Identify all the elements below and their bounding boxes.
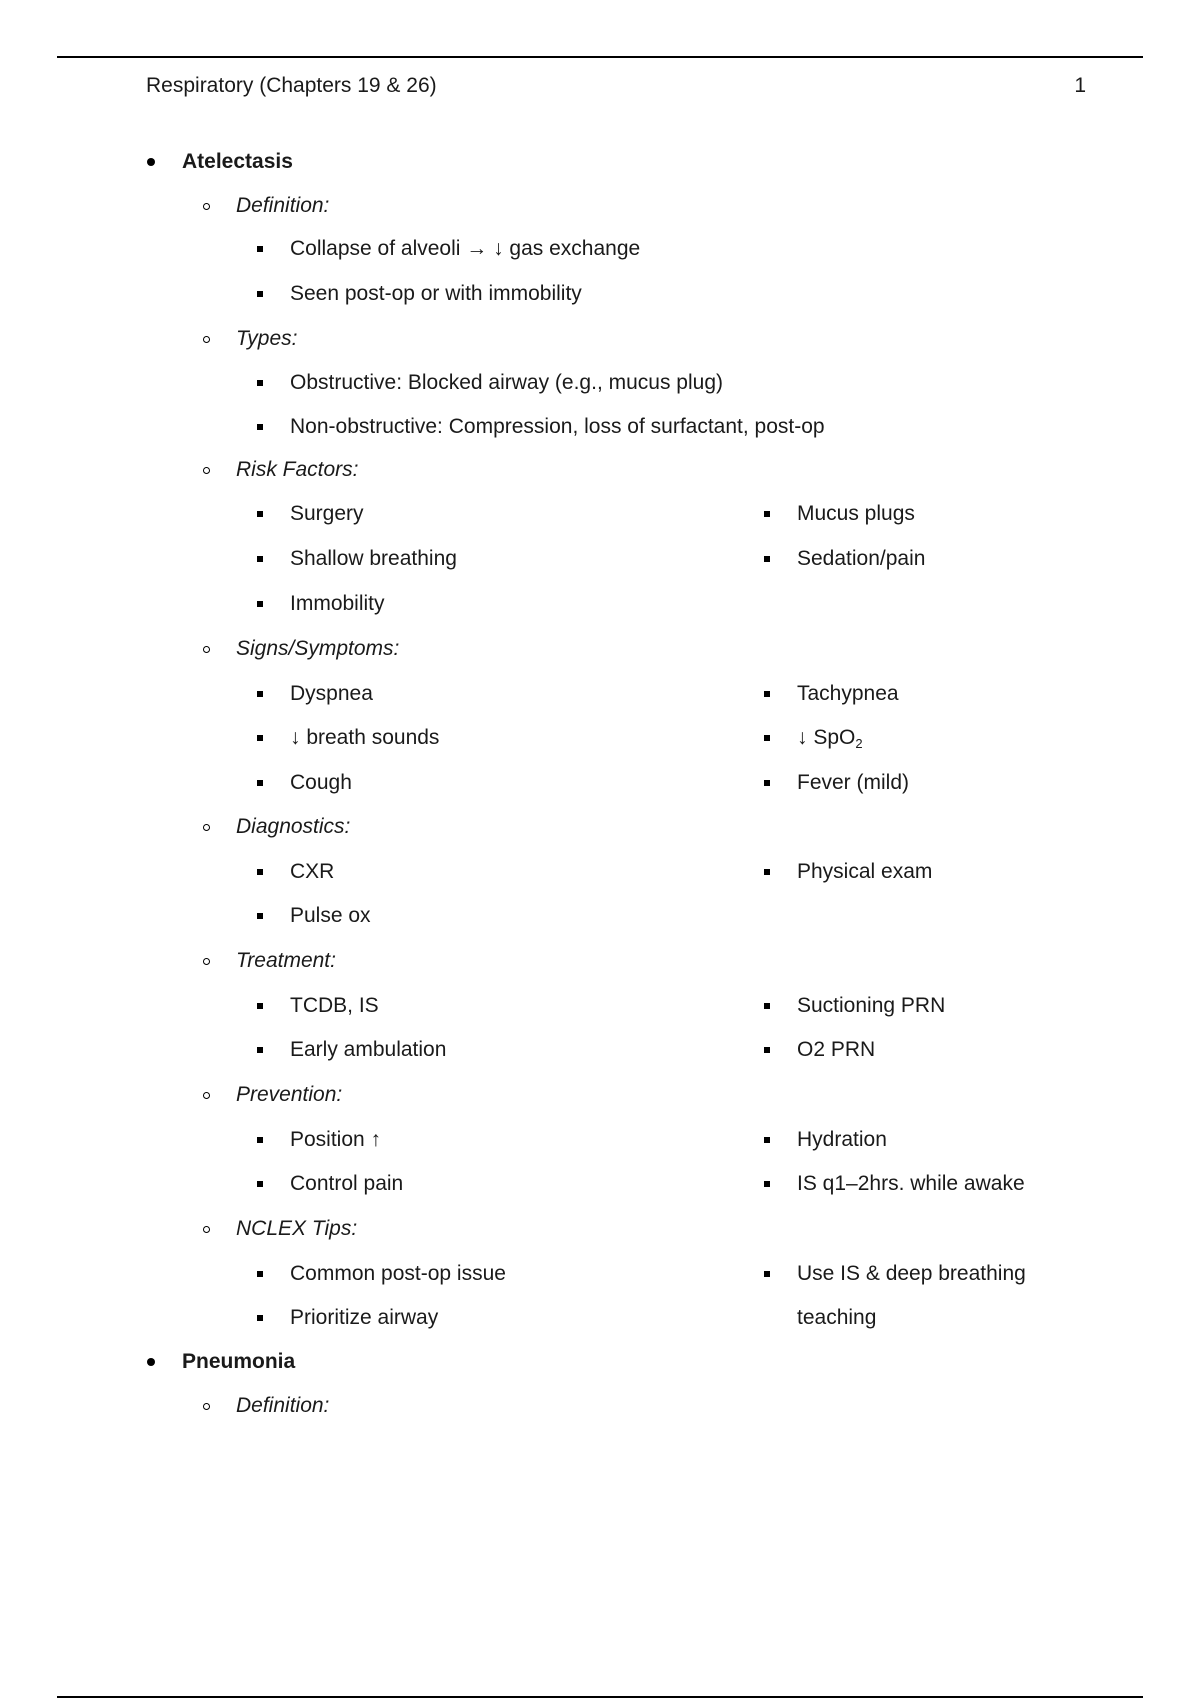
square-bullet-icon xyxy=(257,1315,263,1321)
outline-bullet xyxy=(290,902,371,930)
outline-text: Prevention: xyxy=(236,1083,343,1106)
outline-text: Treatment: xyxy=(236,949,336,972)
square-bullet-icon xyxy=(764,1181,770,1187)
square-bullet-icon xyxy=(764,780,770,786)
outline-text: Mucus plugs xyxy=(797,502,915,525)
outline-subheading xyxy=(236,325,297,353)
outline-bullet xyxy=(290,769,352,797)
footer-rule xyxy=(57,1696,1143,1698)
outline-subheading xyxy=(236,813,350,841)
outline-text: Hydration xyxy=(797,1128,887,1151)
circle-bullet-icon xyxy=(203,1403,210,1410)
square-bullet-icon xyxy=(257,556,263,562)
outline-bullet xyxy=(797,500,915,528)
square-bullet-icon xyxy=(257,1137,263,1143)
outline-text: O2 PRN xyxy=(797,1038,876,1061)
outline-bullet xyxy=(290,280,582,308)
outline-text: Sedation/pain xyxy=(797,547,926,570)
header-title: Respiratory (Chapters 19 & 26) xyxy=(146,74,437,97)
outline-bullet xyxy=(797,680,899,708)
outline-bullet xyxy=(290,590,385,618)
square-bullet-icon xyxy=(257,1003,263,1009)
outline-subheading xyxy=(236,456,359,484)
outline-bullet xyxy=(290,369,723,397)
outline-subheading xyxy=(236,635,399,663)
outline-subheading xyxy=(236,1081,342,1109)
square-bullet-icon xyxy=(257,735,263,741)
outline-text: Obstructive: Blocked airway (e.g., mucus plug) xyxy=(290,371,724,394)
outline-text: Seen post-op or with immobility xyxy=(290,282,582,305)
outline-text: Fever (mild) xyxy=(797,771,910,794)
outline-text: CXR xyxy=(290,860,335,883)
outline-text: TCDB, IS xyxy=(290,994,379,1017)
outline-bullet-continuation xyxy=(797,1304,876,1332)
outline-text: Signs/Symptoms: xyxy=(236,637,400,660)
outline-bullet xyxy=(290,1260,506,1288)
square-bullet-icon xyxy=(257,869,263,875)
outline-text: Use IS & deep breathing xyxy=(797,1262,1026,1285)
outline-text: Immobility xyxy=(290,592,385,615)
outline-heading xyxy=(182,148,293,176)
outline-text: ↓ breath sounds xyxy=(290,726,440,749)
outline-text: Prioritize airway xyxy=(290,1306,439,1329)
outline-text: IS q1–2hrs. while awake xyxy=(797,1172,1025,1195)
square-bullet-icon xyxy=(764,1137,770,1143)
circle-bullet-icon xyxy=(203,1226,210,1233)
square-bullet-icon xyxy=(257,780,263,786)
outline-bullet xyxy=(797,545,925,573)
outline-text: Types: xyxy=(236,327,298,350)
square-bullet-icon xyxy=(257,380,263,386)
outline-bullet xyxy=(290,992,379,1020)
outline-subheading xyxy=(236,192,329,220)
outline-bullet xyxy=(290,1036,446,1064)
outline-text: Definition: xyxy=(236,1394,330,1417)
outline-bullet xyxy=(797,1126,887,1154)
outline-text: Early ambulation xyxy=(290,1038,447,1061)
outline-text: Shallow breathing xyxy=(290,547,457,570)
outline-text: Suctioning PRN xyxy=(797,994,946,1017)
outline-bullet xyxy=(290,1126,381,1154)
outline-text: Pneumonia xyxy=(182,1350,296,1373)
disc-bullet-icon xyxy=(147,158,155,166)
outline-text: Non-obstructive: Compression, loss of surfactant, post-op xyxy=(290,415,825,438)
square-bullet-icon xyxy=(257,511,263,517)
outline-bullet xyxy=(290,680,373,708)
square-bullet-icon xyxy=(764,869,770,875)
outline-bullet xyxy=(290,1304,438,1332)
outline-bullet xyxy=(290,545,457,573)
outline-text: Position ↑ xyxy=(290,1128,382,1151)
outline-subheading xyxy=(236,1215,357,1243)
square-bullet-icon xyxy=(257,1181,263,1187)
square-bullet-icon xyxy=(257,291,263,297)
disc-bullet-icon xyxy=(147,1358,155,1366)
circle-bullet-icon xyxy=(203,336,210,343)
square-bullet-icon xyxy=(257,246,263,252)
square-bullet-icon xyxy=(764,1047,770,1053)
outline-bullet xyxy=(290,235,640,263)
outline-text: Physical exam xyxy=(797,860,933,883)
outline-bullet xyxy=(797,992,945,1020)
square-bullet-icon xyxy=(257,1047,263,1053)
outline-text: Common post-op issue xyxy=(290,1262,506,1285)
outline-subheading xyxy=(236,947,336,975)
square-bullet-icon xyxy=(257,601,263,607)
square-bullet-icon xyxy=(764,556,770,562)
outline-text: Pulse ox xyxy=(290,904,371,927)
outline-text: Atelectasis xyxy=(182,150,293,173)
subscript: 2 xyxy=(855,736,863,751)
outline-bullet xyxy=(290,1170,403,1198)
outline-bullet xyxy=(290,858,334,886)
outline-bullet xyxy=(290,500,364,528)
outline-text: Control pain xyxy=(290,1172,404,1195)
square-bullet-icon xyxy=(764,691,770,697)
outline-text: Diagnostics: xyxy=(236,815,351,838)
outline-bullet xyxy=(290,724,439,752)
square-bullet-icon xyxy=(257,691,263,697)
square-bullet-icon xyxy=(764,735,770,741)
page-header xyxy=(146,74,1086,98)
square-bullet-icon xyxy=(764,1003,770,1009)
circle-bullet-icon xyxy=(203,1092,210,1099)
outline-subheading xyxy=(236,1392,329,1420)
square-bullet-icon xyxy=(764,511,770,517)
circle-bullet-icon xyxy=(203,646,210,653)
circle-bullet-icon xyxy=(203,467,210,474)
outline-bullet xyxy=(290,413,825,441)
outline-bullet xyxy=(797,1036,875,1064)
header-rule xyxy=(57,56,1143,58)
outline-text: Collapse of alveoli → ↓ gas exchange xyxy=(290,237,641,260)
square-bullet-icon xyxy=(257,424,263,430)
page-number: 1 xyxy=(1074,74,1086,97)
outline-text: Tachypnea xyxy=(797,682,899,705)
outline-text: ↓ SpO xyxy=(797,726,856,749)
outline-text: Cough xyxy=(290,771,352,794)
outline-text: teaching xyxy=(797,1306,877,1329)
circle-bullet-icon xyxy=(203,824,210,831)
outline-bullet xyxy=(797,1260,1026,1288)
outline-text: Definition: xyxy=(236,194,330,217)
circle-bullet-icon xyxy=(203,958,210,965)
outline-bullet xyxy=(797,858,932,886)
outline-text: NCLEX Tips: xyxy=(236,1217,358,1240)
outline-bullet xyxy=(797,1170,1025,1198)
outline-text: Dyspnea xyxy=(290,682,373,705)
outline-bullet xyxy=(797,769,909,797)
outline-heading xyxy=(182,1348,295,1376)
circle-bullet-icon xyxy=(203,203,210,210)
outline-text: Surgery xyxy=(290,502,364,525)
square-bullet-icon xyxy=(257,913,263,919)
square-bullet-icon xyxy=(257,1271,263,1277)
square-bullet-icon xyxy=(764,1271,770,1277)
outline-text: Risk Factors: xyxy=(236,458,359,481)
outline-bullet xyxy=(797,724,863,752)
